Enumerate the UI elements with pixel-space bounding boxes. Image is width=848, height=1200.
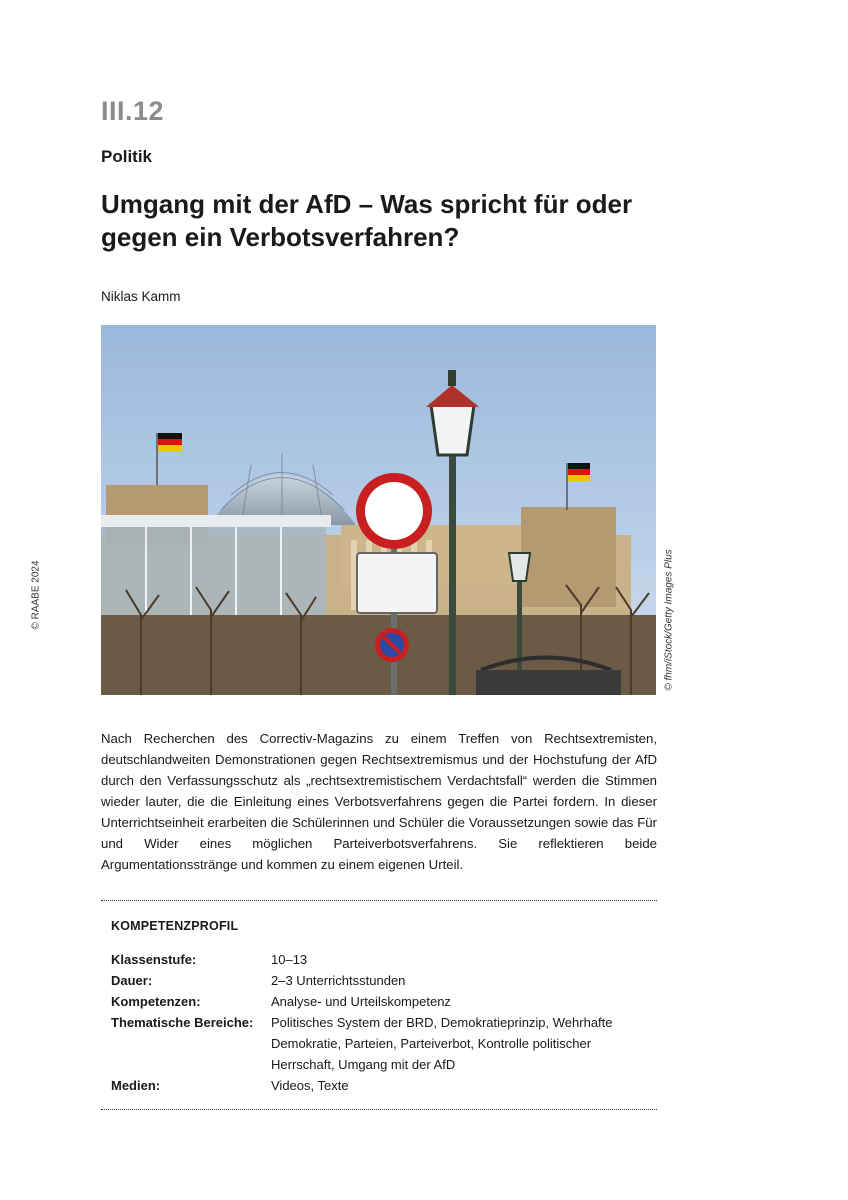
- profile-row-duration: [111, 970, 651, 991]
- profile-row-grade: [111, 949, 651, 970]
- profile-label: Kompetenzen:: [111, 994, 201, 1009]
- profile-row-competences: [111, 991, 651, 1012]
- profile-label: Klassenstufe:: [111, 952, 197, 967]
- copyright-note: © RAABE 2024: [30, 560, 42, 630]
- profile-value: Analyse- und Urteilskompetenz: [271, 994, 451, 1009]
- profile-value: Politisches System der BRD, Demokratieprinzip, Wehrhafte Demokratie, Parteien, Parteiverbot, Kontrolle politischer Herrschaft, Umgang mit der AfD: [271, 1015, 613, 1072]
- profile-label: Dauer:: [111, 973, 153, 988]
- competence-profile: [111, 949, 651, 1096]
- subject-label: Politik: [101, 147, 153, 166]
- author-name: Niklas Kamm: [101, 289, 181, 304]
- profile-heading: KOMPETENZPROFIL: [111, 919, 239, 933]
- profile-row-topics: [111, 1012, 651, 1075]
- profile-label: Thematische Bereiche:: [111, 1015, 254, 1030]
- profile-value: 2–3 Unterrichtsstunden: [271, 973, 406, 988]
- unit-code: III.12: [101, 96, 165, 126]
- photo-credit: © fhm/iStock/Getty Images Plus: [663, 549, 675, 691]
- profile-value: 10–13: [271, 952, 308, 967]
- profile-value: Videos, Texte: [271, 1078, 349, 1093]
- intro-paragraph: Nach Recherchen des Correctiv-Magazins zu einem Treffen von Rechtsextremisten, deutschlandweiten Demonstrationen gegen Rechtsextremismus und der Hochstufung der AfD durch den Verfassungsschutz als „rechtsextremistischem Verdachtsfall“ werden die Stimmen wieder lauter, die die Einleitung eines Verbotsverfahrens gegen die Partei fordern. In dieser Unterrichtseinheit erarbeiten die Schülerinnen und Schüler die Voraussetzungen sowie das Für und Wider eines möglichen Parteiverbotsverfahrens. Sie reflektieren beide Argumentationsstränge und kommen zu einem eigenen Urteil.: [101, 731, 657, 872]
- profile-row-media: [111, 1075, 651, 1096]
- reichstag-photo: [101, 325, 656, 695]
- divider-top: [101, 900, 657, 901]
- page-title: Umgang mit der AfD – Was spricht für oder gegen ein Verbotsverfahren?: [101, 189, 633, 252]
- divider-bottom: [101, 1109, 657, 1110]
- profile-label: Medien:: [111, 1078, 161, 1093]
